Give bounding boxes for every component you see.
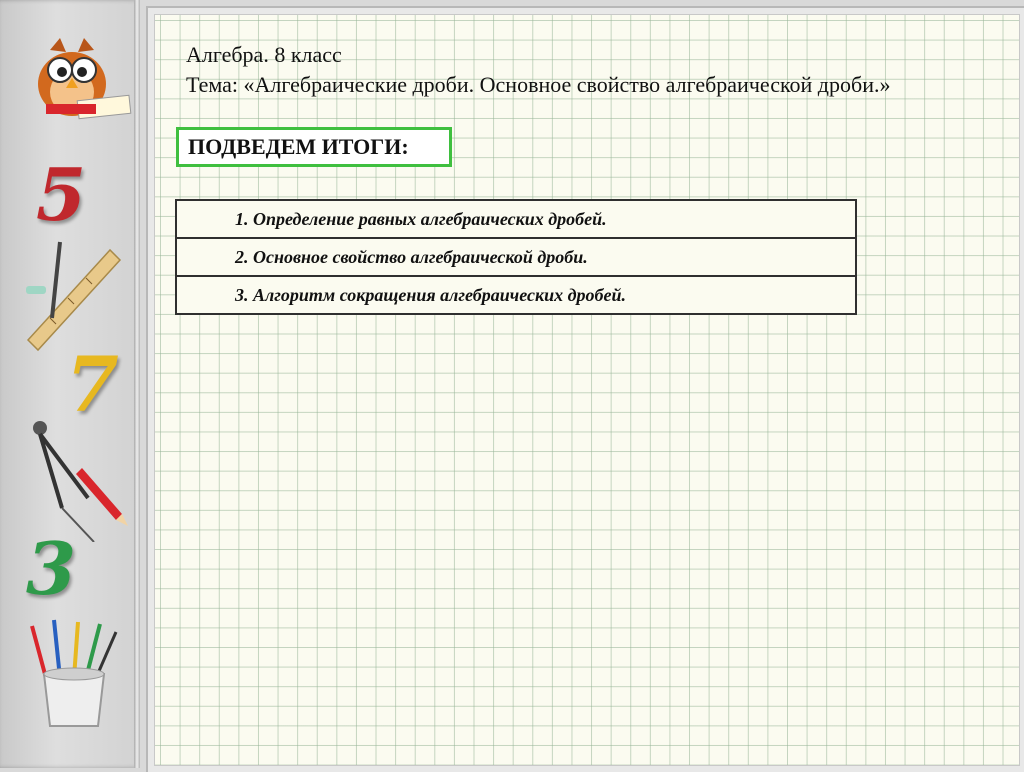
number-three: 3 xyxy=(26,526,77,611)
number-seven: 7 xyxy=(66,340,119,429)
topic-item-1: 1. Определение равных алгебраических дробей. xyxy=(176,200,856,238)
summary-heading: ПОДВЕДЕМ ИТОГИ: xyxy=(176,127,452,167)
topic-item-3: 3. Алгоритм сокращения алгебраических дробей. xyxy=(176,276,856,314)
topics-table xyxy=(175,199,857,315)
ruler-pencil-icon xyxy=(20,240,124,352)
pencil-cup-icon xyxy=(26,618,122,730)
subject-line: Алгебра. 8 класс xyxy=(186,42,342,67)
table-row xyxy=(176,276,856,314)
number-five: 5 xyxy=(36,152,87,237)
topic-line: Тема: «Алгебраические дроби. Основное свойство алгебраической дроби.» xyxy=(186,72,891,97)
compass-icon xyxy=(22,416,132,542)
owl-icon xyxy=(20,30,138,122)
table-row xyxy=(176,238,856,276)
grid-paper-sheet xyxy=(148,8,1024,772)
table-row xyxy=(176,200,856,238)
topic-item-2: 2. Основное свойство алгебраической дроби. xyxy=(176,238,856,276)
decorative-sidebar xyxy=(0,0,140,768)
slide-header xyxy=(186,40,1016,100)
